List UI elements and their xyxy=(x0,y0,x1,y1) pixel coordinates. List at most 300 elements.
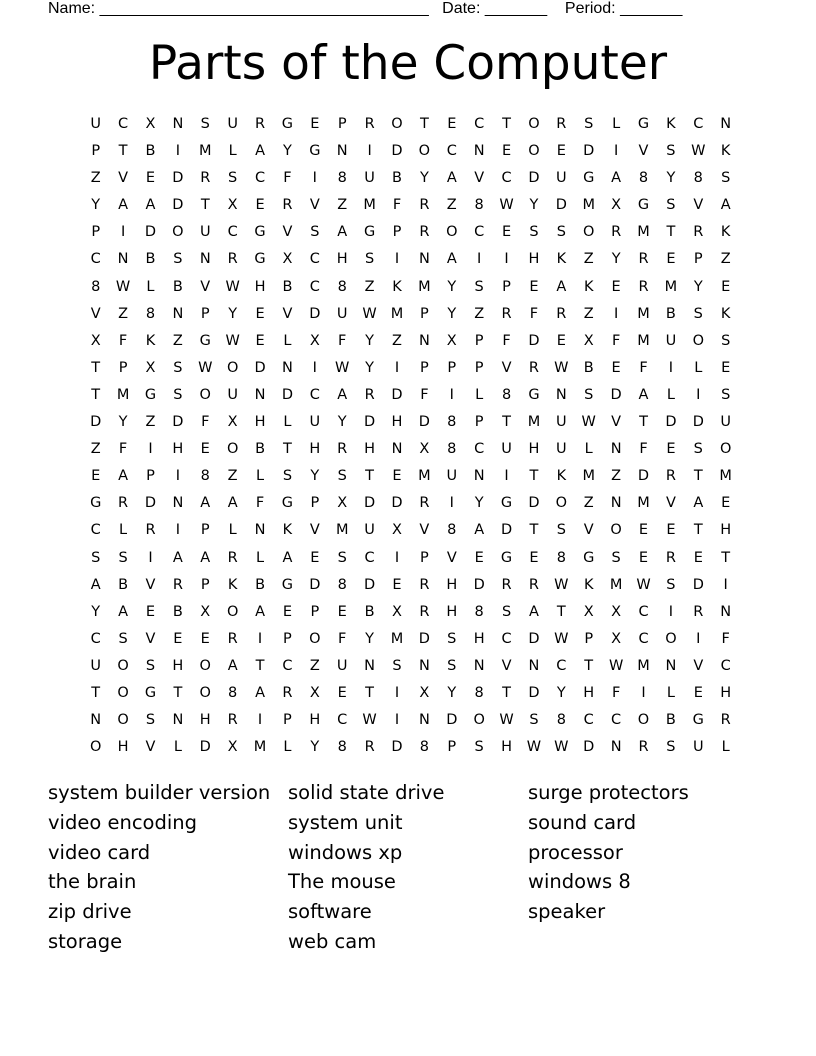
grid-letter: N xyxy=(610,495,622,512)
grid-letter: N xyxy=(473,143,485,160)
grid-letter: G xyxy=(528,386,540,403)
grid-letter: W xyxy=(691,143,706,160)
grid-letter: T xyxy=(91,386,101,403)
grid-letter: L xyxy=(255,468,265,485)
grid-letter: P xyxy=(200,522,210,539)
grid-letter: O xyxy=(117,712,129,729)
grid-letter: D xyxy=(692,414,704,431)
grid-letter: C xyxy=(474,441,485,458)
grid-letter: U xyxy=(336,305,348,322)
grid-letter: T xyxy=(502,684,511,701)
grid-letter: I xyxy=(175,468,180,485)
grid-letter: S xyxy=(666,143,676,160)
grid-letter: R xyxy=(364,386,375,403)
grid-letter: I xyxy=(148,441,153,458)
grid-letter: E xyxy=(337,603,347,620)
grid-letter: H xyxy=(528,441,540,458)
grid-letter: Y xyxy=(529,197,539,214)
grid-letter: I xyxy=(175,522,180,539)
grid-letter: M xyxy=(116,386,130,403)
grid-letter: R xyxy=(172,576,183,593)
grid-letter: C xyxy=(693,116,704,132)
grid-letter: I xyxy=(696,630,701,647)
grid-letter: R xyxy=(665,468,676,485)
grid-letter: S xyxy=(118,549,128,566)
grid-letter: S xyxy=(693,305,703,322)
grid-letter: E xyxy=(447,116,457,132)
grid-letter: C xyxy=(90,630,101,647)
grid-letter: K xyxy=(227,576,238,593)
grid-letter: S xyxy=(173,251,183,268)
grid-letter: B xyxy=(583,359,594,376)
grid-letter: Y xyxy=(474,495,484,512)
grid-letter: Y xyxy=(447,278,457,295)
grid-letter: G xyxy=(144,684,157,701)
grid-letter: F xyxy=(338,332,347,349)
grid-letter: M xyxy=(199,143,212,160)
grid-letter: N xyxy=(610,739,622,756)
grid-letter: N xyxy=(473,468,485,485)
grid-letter: B xyxy=(145,251,156,268)
grid-letter: F xyxy=(721,630,730,647)
word-bank-item: sound card xyxy=(528,810,637,834)
grid-letter: T xyxy=(91,359,101,376)
grid-letter: T xyxy=(173,684,183,701)
grid-letter: M xyxy=(390,305,404,322)
grid-letter: Y xyxy=(91,197,101,214)
grid-letter: Y xyxy=(283,143,292,160)
grid-letter: P xyxy=(502,278,511,295)
grid-letter: E xyxy=(501,143,512,160)
grid-letter: P xyxy=(447,359,457,376)
grid-letter: X xyxy=(309,684,320,701)
grid-letter: K xyxy=(583,278,594,295)
name-field-label: Name: _____________________________________ xyxy=(48,0,429,17)
grid-letter: V xyxy=(282,224,293,241)
grid-letter: F xyxy=(118,332,128,349)
grid-letter: B xyxy=(364,603,375,620)
grid-letter: T xyxy=(419,116,429,132)
grid-letter: V xyxy=(501,359,512,376)
grid-letter: O xyxy=(199,684,211,701)
grid-letter: C xyxy=(501,170,512,187)
grid-letter: C xyxy=(611,712,622,729)
grid-letter: X xyxy=(392,522,402,539)
grid-letter: R xyxy=(419,224,430,241)
grid-letter: K xyxy=(583,576,594,593)
grid-letter: V xyxy=(446,549,457,566)
grid-letter: U xyxy=(90,116,101,132)
grid-letter: 8 xyxy=(200,468,210,485)
grid-letter: O xyxy=(692,332,704,349)
grid-letter: F xyxy=(283,170,292,187)
grid-letter: D xyxy=(692,576,704,593)
grid-letter: L xyxy=(228,522,237,539)
grid-letter: T xyxy=(584,657,594,674)
grid-letter: E xyxy=(173,630,183,647)
grid-letter: R xyxy=(638,251,649,268)
grid-letter: Z xyxy=(611,468,622,485)
grid-letter: E xyxy=(91,468,101,485)
grid-letter: C xyxy=(446,143,457,160)
grid-letter: S xyxy=(310,224,320,241)
grid-letter: F xyxy=(639,441,648,458)
grid-letter: G xyxy=(90,495,102,512)
grid-letter: P xyxy=(91,143,101,160)
grid-letter: V xyxy=(638,143,649,160)
grid-letter: P xyxy=(146,468,155,485)
grid-letter: I xyxy=(175,143,180,160)
grid-letter: C xyxy=(309,386,320,403)
word-bank-item: video encoding xyxy=(48,810,198,834)
grid-letter: D xyxy=(172,414,184,431)
grid-letter: R xyxy=(665,549,676,566)
grid-letter: E xyxy=(474,549,484,566)
grid-letter: H xyxy=(254,414,266,431)
grid-letter: D xyxy=(528,495,540,512)
grid-letter: B xyxy=(282,278,293,295)
grid-letter: 8 xyxy=(474,603,484,620)
grid-letter: P xyxy=(200,576,210,593)
grid-letter: 8 xyxy=(337,739,347,756)
grid-letter: T xyxy=(721,549,731,566)
grid-letter: 8 xyxy=(337,278,347,295)
grid-letter: X xyxy=(309,332,320,349)
grid-letter: O xyxy=(555,495,568,512)
word-bank-item: storage xyxy=(48,929,123,953)
grid-letter: A xyxy=(118,603,129,620)
grid-letter: N xyxy=(254,386,266,403)
grid-letter: M xyxy=(609,576,623,593)
grid-letter: C xyxy=(501,630,512,647)
grid-letter: W xyxy=(115,278,131,295)
grid-letter: V xyxy=(583,522,594,539)
word-search-grid xyxy=(82,111,739,761)
grid-letter: G xyxy=(281,495,294,512)
grid-letter: Z xyxy=(583,251,594,268)
grid-letter: I xyxy=(668,359,674,376)
grid-letter: M xyxy=(637,495,650,512)
grid-letter: T xyxy=(529,468,539,485)
grid-letter: I xyxy=(477,251,482,268)
grid-letter: L xyxy=(666,386,675,403)
grid-letter: 8 xyxy=(556,549,566,566)
grid-letter: L xyxy=(584,441,593,458)
grid-letter: C xyxy=(282,657,293,674)
grid-letter: E xyxy=(337,684,347,701)
word-bank-item: software xyxy=(288,900,372,924)
grid-letter: R xyxy=(528,576,539,593)
grid-letter: W xyxy=(636,576,651,593)
grid-letter: N xyxy=(336,143,348,160)
grid-letter: A xyxy=(145,197,156,214)
grid-letter: U xyxy=(692,739,704,756)
grid-letter: T xyxy=(502,116,511,132)
grid-letter: O xyxy=(446,224,458,241)
grid-letter: 8 xyxy=(638,170,649,187)
grid-letter: E xyxy=(556,143,566,160)
grid-letter: R xyxy=(145,522,156,539)
grid-letter: U xyxy=(556,414,567,431)
grid-letter: H xyxy=(336,251,348,268)
grid-letter: V xyxy=(419,522,430,539)
grid-letter: 8 xyxy=(337,576,347,593)
grid-letter: U xyxy=(364,170,375,187)
grid-letter: A xyxy=(446,170,457,187)
grid-letter: N xyxy=(172,305,184,322)
grid-letter: C xyxy=(227,224,238,241)
grid-letter: H xyxy=(446,576,458,593)
grid-letter: R xyxy=(638,278,649,295)
grid-letter: Y xyxy=(91,603,101,620)
grid-letter: T xyxy=(529,522,539,539)
grid-letter: O xyxy=(117,657,129,674)
grid-letter: I xyxy=(367,143,372,160)
grid-letter: W xyxy=(362,305,377,322)
grid-letter: X xyxy=(611,630,622,647)
grid-letter: I xyxy=(613,143,619,160)
grid-letter: I xyxy=(120,224,126,241)
grid-letter: M xyxy=(637,657,650,674)
grid-letter: T xyxy=(502,414,511,431)
grid-letter: S xyxy=(721,170,731,187)
grid-letter: V xyxy=(501,657,512,674)
grid-letter: N xyxy=(555,386,567,403)
grid-letter: V xyxy=(611,414,622,431)
grid-letter: P xyxy=(283,712,292,729)
grid-letter: N xyxy=(610,441,622,458)
grid-letter: S xyxy=(501,603,512,620)
grid-letter: Z xyxy=(474,305,485,322)
grid-letter: K xyxy=(720,143,731,160)
grid-letter: O xyxy=(172,224,184,241)
grid-letter: E xyxy=(501,224,512,241)
grid-letter: F xyxy=(420,386,429,403)
grid-letter: E xyxy=(638,549,649,566)
word-bank-item: speaker xyxy=(528,900,606,924)
grid-letter: E xyxy=(721,278,731,295)
grid-letter: N xyxy=(117,251,129,268)
grid-letter: M xyxy=(335,522,349,539)
grid-letter: R xyxy=(364,116,375,132)
grid-letter: P xyxy=(118,359,128,376)
grid-letter: N xyxy=(473,657,485,674)
grid-letter: E xyxy=(310,116,320,132)
grid-letter: S xyxy=(529,224,539,241)
grid-letter: O xyxy=(528,116,540,132)
word-bank-item: web cam xyxy=(288,929,377,953)
grid-letter: B xyxy=(118,576,129,593)
grid-letter: I xyxy=(148,549,153,566)
grid-letter: G xyxy=(281,576,294,593)
word-bank-item: the brain xyxy=(48,870,137,894)
grid-letter: Z xyxy=(392,332,402,349)
grid-letter: I xyxy=(449,495,454,512)
word-bank-item: surge protectors xyxy=(528,781,689,804)
grid-letter: G xyxy=(692,712,704,729)
grid-letter: H xyxy=(172,657,184,674)
grid-letter: Y xyxy=(447,684,457,701)
grid-letter: R xyxy=(720,712,731,729)
word-bank-item: system unit xyxy=(288,810,403,834)
grid-letter: G xyxy=(583,549,595,566)
grid-letter: A xyxy=(474,522,485,539)
grid-letter: V xyxy=(145,576,156,593)
grid-letter: T xyxy=(365,684,375,701)
grid-letter: Z xyxy=(583,305,594,322)
grid-letter: Z xyxy=(446,197,457,214)
grid-letter: D xyxy=(309,576,321,593)
grid-letter: 8 xyxy=(447,441,457,458)
word-bank-item: zip drive xyxy=(48,900,132,924)
grid-letter: S xyxy=(200,116,210,132)
grid-letter: Z xyxy=(90,441,101,458)
grid-letter: D xyxy=(528,170,540,187)
grid-letter: L xyxy=(721,739,730,756)
grid-letter: S xyxy=(91,549,101,566)
grid-letter: 8 xyxy=(474,197,484,214)
grid-letter: R xyxy=(638,739,649,756)
grid-letter: R xyxy=(419,576,430,593)
grid-letter: U xyxy=(90,657,101,674)
grid-letter: A xyxy=(556,278,567,295)
grid-letter: T xyxy=(283,441,292,458)
grid-letter: A xyxy=(90,576,101,593)
grid-letter: S xyxy=(584,116,594,132)
grid-letter: H xyxy=(364,441,376,458)
grid-letter: O xyxy=(528,143,540,160)
grid-letter: Z xyxy=(309,657,320,674)
grid-letter: T xyxy=(255,657,265,674)
grid-letter: D xyxy=(391,143,403,160)
grid-letter: Y xyxy=(365,332,375,349)
grid-letter: I xyxy=(394,712,400,729)
grid-letter: Z xyxy=(90,170,101,187)
grid-letter: Y xyxy=(118,414,128,431)
grid-letter: T xyxy=(639,414,648,431)
grid-letter: 8 xyxy=(145,305,156,322)
grid-letter: X xyxy=(419,441,430,458)
grid-letter: N xyxy=(720,116,732,132)
grid-letter: L xyxy=(228,143,237,160)
grid-letter: D xyxy=(364,576,376,593)
grid-letter: N xyxy=(172,495,184,512)
grid-letter: W xyxy=(554,630,569,647)
grid-letter: D xyxy=(172,197,184,214)
grid-letter: R xyxy=(227,251,238,268)
grid-letter: V xyxy=(90,305,101,322)
grid-letter: S xyxy=(474,278,484,295)
grid-letter: R xyxy=(364,739,375,756)
grid-letter: S xyxy=(118,630,128,647)
grid-letter: F xyxy=(529,305,539,322)
grid-letter: R xyxy=(200,170,211,187)
grid-letter: A xyxy=(255,684,265,701)
grid-letter: L xyxy=(146,278,155,295)
grid-letter: D xyxy=(528,332,540,349)
grid-letter: P xyxy=(91,224,101,241)
grid-letter: W xyxy=(526,739,542,756)
grid-letter: G xyxy=(637,116,650,132)
grid-letter: U xyxy=(227,386,238,403)
grid-letter: I xyxy=(504,468,509,485)
grid-letter: P xyxy=(474,414,484,431)
worksheet-header xyxy=(48,0,682,20)
grid-letter: U xyxy=(364,522,375,539)
grid-letter: C xyxy=(254,170,266,187)
grid-letter: 8 xyxy=(556,712,566,729)
grid-letter: W xyxy=(499,712,514,729)
grid-letter: L xyxy=(173,739,182,756)
grid-letter: B xyxy=(172,603,183,620)
grid-letter: W xyxy=(554,739,569,756)
grid-letter: D xyxy=(391,495,403,512)
grid-letter: K xyxy=(282,522,293,539)
grid-letter: H xyxy=(254,278,266,295)
grid-letter: P xyxy=(447,739,457,756)
grid-letter: V xyxy=(145,739,156,756)
grid-letter: N xyxy=(391,441,403,458)
grid-letter: T xyxy=(200,197,210,214)
grid-letter: P xyxy=(337,116,347,132)
grid-letter: P xyxy=(392,224,402,241)
grid-letter: A xyxy=(255,603,265,620)
grid-letter: X xyxy=(611,197,622,214)
grid-letter: H xyxy=(172,441,184,458)
grid-letter: I xyxy=(504,251,509,268)
grid-letter: D xyxy=(172,170,184,187)
grid-letter: T xyxy=(693,468,703,485)
grid-letter: E xyxy=(310,549,320,566)
grid-letter: F xyxy=(392,197,402,214)
grid-letter: W xyxy=(581,414,596,431)
grid-letter: E xyxy=(529,549,539,566)
grid-letter: E xyxy=(200,630,210,647)
grid-letter: S xyxy=(721,332,731,349)
grid-letter: K xyxy=(556,468,567,485)
grid-letter: C xyxy=(309,278,320,295)
grid-letter: R xyxy=(501,305,512,322)
grid-letter: G xyxy=(254,224,266,241)
grid-letter: 8 xyxy=(693,170,703,187)
grid-letter: D xyxy=(281,386,294,403)
grid-letter: H xyxy=(720,522,732,539)
grid-letter: R xyxy=(693,603,704,620)
grid-letter: D xyxy=(254,359,266,376)
grid-letter: Z xyxy=(720,251,731,268)
grid-letter: S xyxy=(145,657,156,674)
grid-letter: X xyxy=(583,603,594,620)
grid-letter: E xyxy=(145,170,156,187)
grid-letter: Y xyxy=(447,305,457,322)
grid-letter: C xyxy=(118,116,129,132)
grid-letter: A xyxy=(337,386,348,403)
grid-letter: L xyxy=(255,549,265,566)
grid-letter: M xyxy=(390,630,404,647)
grid-letter: D xyxy=(500,522,513,539)
grid-letter: C xyxy=(90,522,101,539)
grid-letter: S xyxy=(666,739,676,756)
grid-letter: A xyxy=(118,468,129,485)
grid-letter: S xyxy=(556,224,566,241)
grid-letter: E xyxy=(200,441,210,458)
grid-letter: C xyxy=(90,251,101,268)
grid-letter: I xyxy=(613,305,619,322)
grid-letter: M xyxy=(719,468,732,485)
grid-letter: P xyxy=(283,630,292,647)
grid-letter: D xyxy=(528,630,540,647)
grid-letter: F xyxy=(255,495,265,512)
